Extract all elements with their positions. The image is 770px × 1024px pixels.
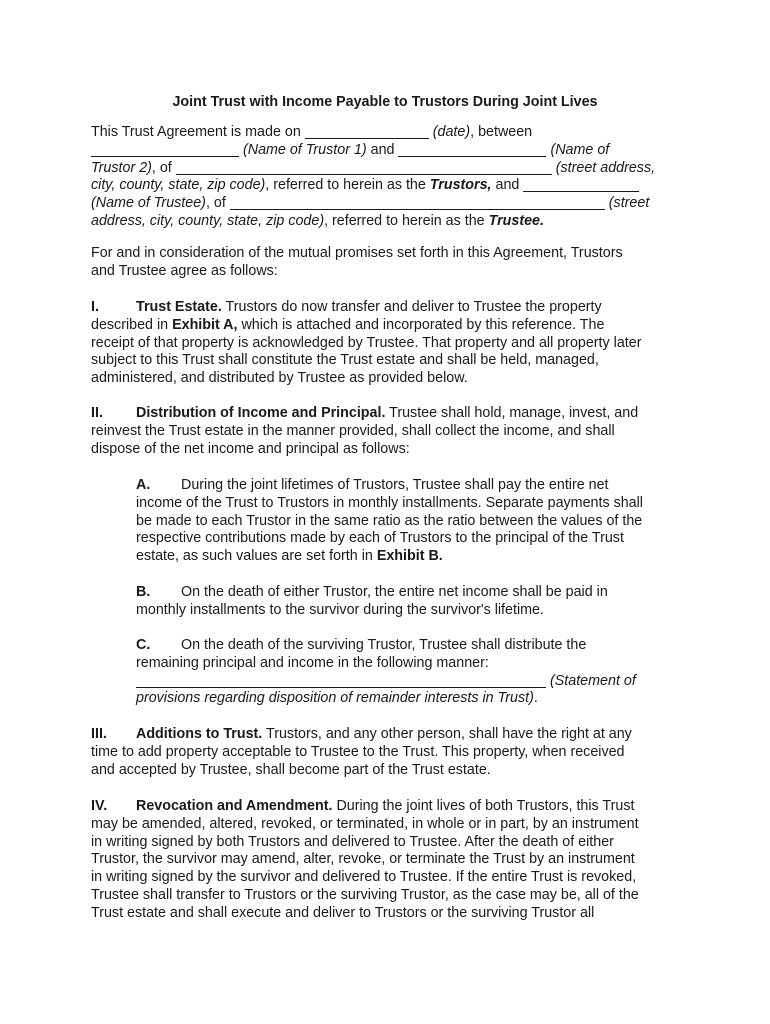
section-number: II. [91,405,103,421]
trustor-2-hint: Trustor 2) [91,159,152,176]
subsection-c-line-1 [136,637,681,655]
subsection-a-line-5 [136,548,681,566]
trustee-address-blank[interactable] [230,195,605,210]
provisions-hint: (Statement of [549,672,636,689]
subsection-letter: B. [136,584,151,600]
provisions-hint: provisions regarding disposition of remainder interests in Trust) [136,690,534,707]
section-4-line-4: Trustor, the survivor may amend, alter, revoke, or terminate the Trust by an instrument [91,851,635,868]
section-trust-estate [91,299,681,388]
intro-text: , between [470,124,533,140]
section-text: which is attached and incorporated by this reference. The [241,316,605,333]
subsection-b [136,584,681,620]
intro-text: , referred to herein as the [324,212,485,229]
intro-line-6 [91,213,681,231]
section-1-line-4: subject to this Trust shall constitute the Trust estate and shall be held, managed, [91,352,599,369]
trustee-term: Trustee. [488,212,544,229]
intro-line-1 [91,124,681,142]
section-3-line-3: and accepted by Trustee, shall become part of the Trust estate. [91,761,491,778]
consideration-line-2: and Trustee agree as follows: [91,262,278,279]
subsection-a [136,477,681,566]
section-1-line-1 [91,299,681,317]
section-2-line-2: reinvest the Trust estate in the manner provided, shall collect the income, and shall [91,422,615,439]
trustee-hint: (Name of Trustee) [91,195,206,212]
subsection-text: On the death of the surviving Trustor, Trustee shall distribute the [181,637,587,653]
subsection-b-line-1 [136,584,681,602]
intro-line-4 [91,177,681,195]
section-1-line-5: administered, and distributed by Trustee as provided below. [91,370,468,387]
intro-text: , referred to herein as the [265,177,426,194]
trustors-address-blank[interactable] [176,160,552,175]
consideration-line-1: For and in consideration of the mutual promises set forth in this Agreement, Trustors [91,245,623,261]
trustor-2-name-blank[interactable] [398,142,546,157]
section-text: described in [91,316,169,333]
trustors-term: Trustors, [429,177,492,194]
subsection-letter: C. [136,637,151,653]
section-3-line-1 [91,726,681,744]
section-2-line-3: dispose of the net income and principal as follows: [91,440,410,457]
intro-line-5 [91,195,681,213]
subsection-c-line-2: remaining principal and income in the following manner: [136,654,489,671]
remainder-provisions-blank[interactable] [136,673,546,688]
section-heading: Revocation and Amendment. [136,798,333,814]
trustors-address-hint: (street address, [555,159,656,176]
section-1-line-2 [91,317,681,335]
section-heading: Trust Estate. [136,299,222,315]
trustee-address-hint: (street [608,195,650,212]
section-number: IV. [91,798,108,814]
consideration-paragraph [91,245,681,281]
subsection-text: During the joint lifetimes of Trustors, Trustee shall pay the entire net [181,477,609,493]
section-4-line-6: Trustee shall transfer to Trustors or the surviving Trustor, as the case may be, all of the [91,886,639,903]
section-distribution [91,405,681,458]
trustor-2-hint: (Name of [550,141,610,158]
subsection-letter: A. [136,477,151,493]
trustor-1-name-blank[interactable] [91,142,239,157]
section-heading: Additions to Trust. [136,726,263,742]
exhibit-a-reference: Exhibit A, [172,316,238,333]
section-4-line-1 [91,798,681,816]
intro-text: , of [151,159,172,176]
intro-paragraph [91,124,681,231]
section-text: During the joint lives of both Trustors, this Trust [336,798,635,814]
section-revocation [91,798,681,923]
subsection-a-line-3: be made to each Trustor in the same ratio as the ratio between the values of the [136,512,643,529]
intro-text: , of [205,195,226,212]
exhibit-b-reference: Exhibit B. [376,548,443,565]
subsection-b-line-2: monthly installments to the survivor during the survivor's lifetime. [136,601,544,618]
section-3-line-2: time to add property acceptable to Trustee to the Trust. This property, when received [91,743,625,760]
section-4-line-7: Trust estate and shall execute and deliver to Trustors or the surviving Trustor all [91,904,595,921]
subsection-text: On the death of either Trustor, the entire net income shall be paid in [181,584,608,600]
intro-text: and [370,141,395,158]
date-hint: (date) [432,124,471,140]
subsection-a-line-4: respective contributions made by each of Trustors to the principal of the Trust [136,530,624,547]
subsection-c-line-3 [136,673,681,691]
intro-line-3 [91,160,681,178]
subsection-a-line-1 [136,477,681,495]
subsection-c-line-4 [136,690,681,708]
subsection-c [136,637,681,708]
section-4-line-2: may be amended, altered, revoked, or terminated, in whole or in part, by an instrument [91,815,639,832]
section-text: Trustee shall hold, manage, invest, and [389,405,639,421]
intro-text: and [495,177,520,194]
section-additions [91,726,681,779]
section-number: III. [91,726,107,742]
subsection-text: estate, as such values are set forth in [136,548,373,565]
trustee-name-blank[interactable] [523,177,639,192]
trustee-address-hint: address, city, county, state, zip code) [91,212,325,229]
subsection-text: . [533,690,538,707]
section-2-line-1 [91,405,681,423]
trustors-address-hint: city, county, state, zip code) [91,177,266,194]
section-1-line-3: receipt of that property is acknowledged by Trustee. That property and all property later [91,334,642,351]
section-text: Trustors, and any other person, shall have the right at any [266,726,632,742]
document-title: Joint Trust with Income Payable to Trustors During Joint Lives [172,94,598,110]
section-4-line-5: in writing signed by the survivor and delivered to Trustee. If the entire Trust is revoked, [91,869,637,886]
intro-text: This Trust Agreement is made on [91,124,301,140]
date-blank[interactable] [305,124,429,139]
subsection-a-line-2: income of the Trust to Trustors in monthly installments. Separate payments shall [136,494,643,511]
intro-line-2 [91,142,681,160]
trustor-1-hint: (Name of Trustor 1) [242,141,367,158]
section-number: I. [91,299,99,315]
section-4-line-3: in writing signed by both Trustors and delivered to Trustee. After the death of either [91,833,614,850]
section-heading: Distribution of Income and Principal. [136,405,386,421]
section-text: Trustors do now transfer and deliver to Trustee the property [225,299,602,315]
